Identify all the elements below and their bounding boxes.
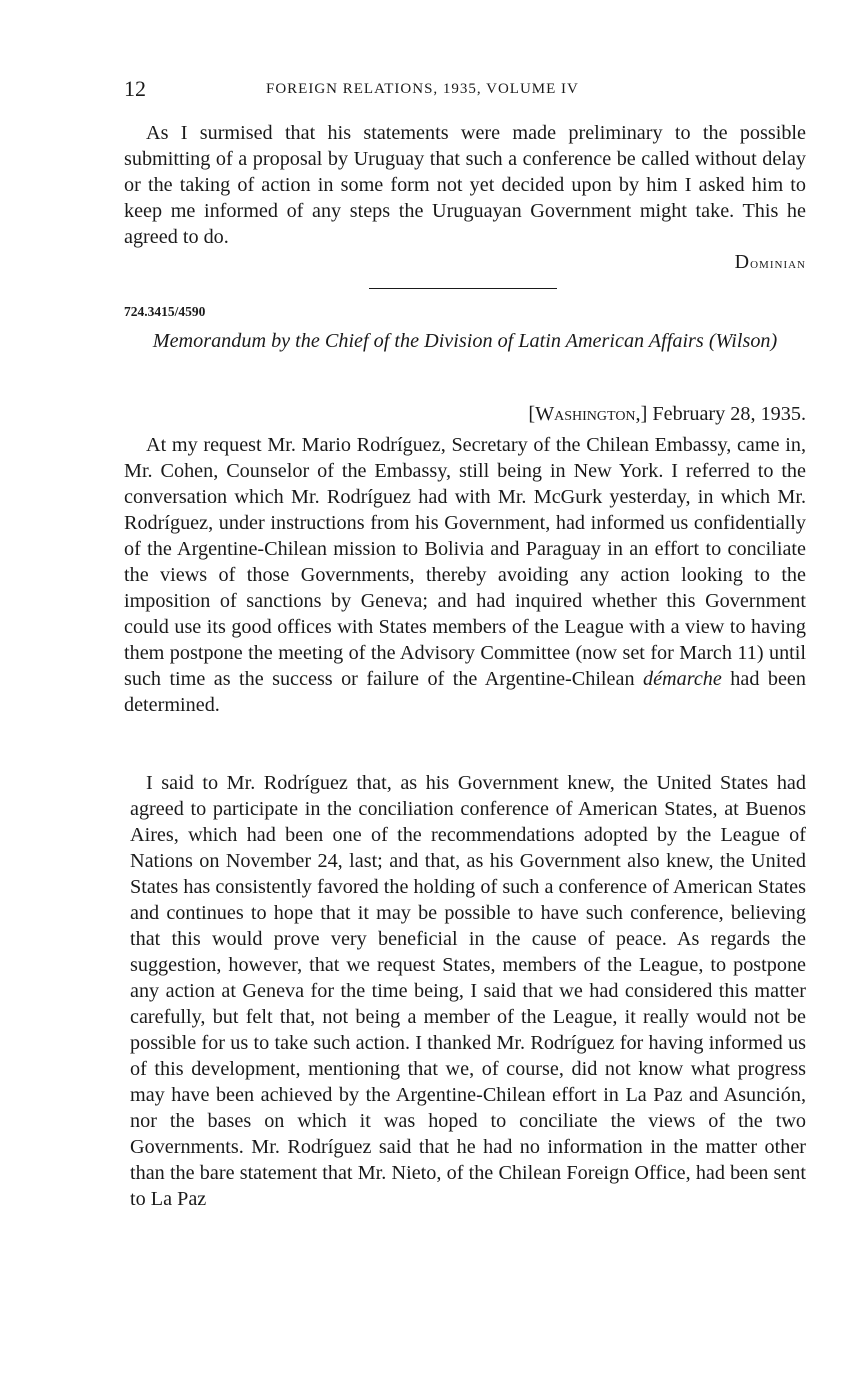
signature: Dominian (734, 251, 806, 273)
paragraph-request (124, 432, 806, 718)
dateline-place: [Washington,] (528, 403, 648, 425)
paragraph-request-tail: had been determined. (124, 668, 806, 716)
section-divider (369, 288, 557, 289)
memo-title: Memorandum by the Chief of the Division of Latin American Affairs (Wilson) (152, 330, 778, 352)
italic-term: démarche (643, 668, 722, 690)
page-number: 12 (124, 76, 146, 101)
paragraph-request-text: At my request Mr. Mario Rodríguez, Secretary of the Chilean Embassy, came in, Mr. Cohen, Counselor of the Embassy, still being in New York. I referred to the conversation which Mr. Rodríguez had with Mr. McGurk yesterday, in which Mr. Rodríguez, under instructions from his Government, had informed us confidentially of the Argentine-Chilean mission to Bolivia and Paraguay in an effort to conciliate the views of those Governments, thereby avoiding any action looking to the imposition of sanctions by Geneva; and had inquired whether this Government could use its good offices with States members of the League with a view to having them postpone the meeting of the Advisory Committee (now set for March 11) until such time as the success or failure of the Argentine-Chilean (124, 434, 806, 690)
paragraph-response: I said to Mr. Rodríguez that, as his Government knew, the United States had agreed to participate in the conciliation conference of American States, at Buenos Aires, which had been one of the recommendations adopted by the League of Nations on November 24, last; and that, as his Government also knew, the United States has consistently favored the holding of such a conference of American States and continues to hope that it may be possible to have such conference, believing that this would prove very beneficial in the cause of peace. As regards the suggestion, however, that we request States, members of the League, to postpone any action at Geneva for the time being, I said that we had considered this matter carefully, but felt that, not being a member of the League, it really would not be possible for us to take such action. I thanked Mr. Rodríguez for having informed us of this development, mentioning that we, of course, did not know what progress may have been achieved by the Argentine-Chilean effort in La Paz and Asunción, nor the bases on which it was hoped to conciliate the views of the two Governments. Mr. Rodríguez said that he had no information in the matter other than the bare statement that Mr. Nieto, of the Chilean Foreign Office, had been sent to La Paz (130, 772, 806, 1210)
page-header (124, 76, 806, 102)
file-number: 724.3415/4590 (124, 304, 206, 319)
dateline-date: February 28, 1935. (652, 403, 806, 425)
dateline (528, 401, 806, 427)
paragraph-continuation: As I surmised that his statements were made preliminary to the possible submitting of a proposal by Uruguay that such a conference be called without delay or the taking of action in some form not yet decided upon by him I asked him to keep me informed of any steps the Uruguayan Government might take. This he agreed to do. (124, 122, 806, 248)
running-head: FOREIGN RELATIONS, 1935, VOLUME IV (266, 81, 579, 97)
